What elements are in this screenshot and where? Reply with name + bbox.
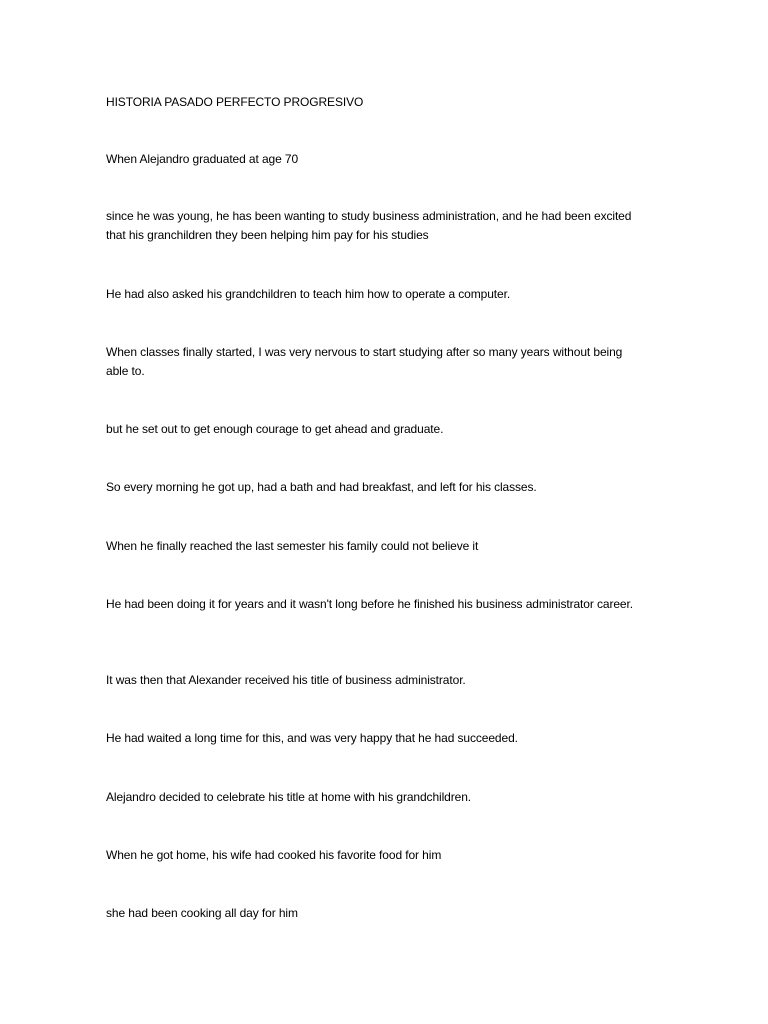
paragraph-2: since he was young, he has been wanting to study business administration, and he had been excited that his granchildren they been helping him pay for his studies — [106, 209, 632, 242]
paragraph-7: When he finally reached the last semester his family could not believe it — [106, 539, 479, 553]
paragraph-6: So every morning he got up, had a bath and had breakfast, and left for his classes. — [106, 480, 537, 494]
paragraph-3: He had also asked his grandchildren to teach him how to operate a computer. — [106, 287, 511, 301]
paragraph-4: When classes finally started, I was very nervous to start studying after so many years without being able to. — [106, 345, 623, 378]
document-title: HISTORIA PASADO PERFECTO PROGRESIVO — [106, 95, 364, 109]
paragraph-12: When he got home, his wife had cooked his favorite food for him — [106, 848, 442, 862]
paragraph-9: It was then that Alexander received his title of business administrator. — [106, 673, 466, 687]
paragraph-5: but he set out to get enough courage to get ahead and graduate. — [106, 422, 444, 436]
paragraph-1: When Alejandro graduated at age 70 — [106, 152, 299, 166]
paragraph-8: He had been doing it for years and it wasn't long before he finished his business administrator career. — [106, 597, 633, 611]
paragraph-13: she had been cooking all day for him — [106, 906, 298, 920]
paragraph-10: He had waited a long time for this, and was very happy that he had succeeded. — [106, 731, 518, 745]
paragraph-11: Alejandro decided to celebrate his title at home with his grandchildren. — [106, 790, 472, 804]
